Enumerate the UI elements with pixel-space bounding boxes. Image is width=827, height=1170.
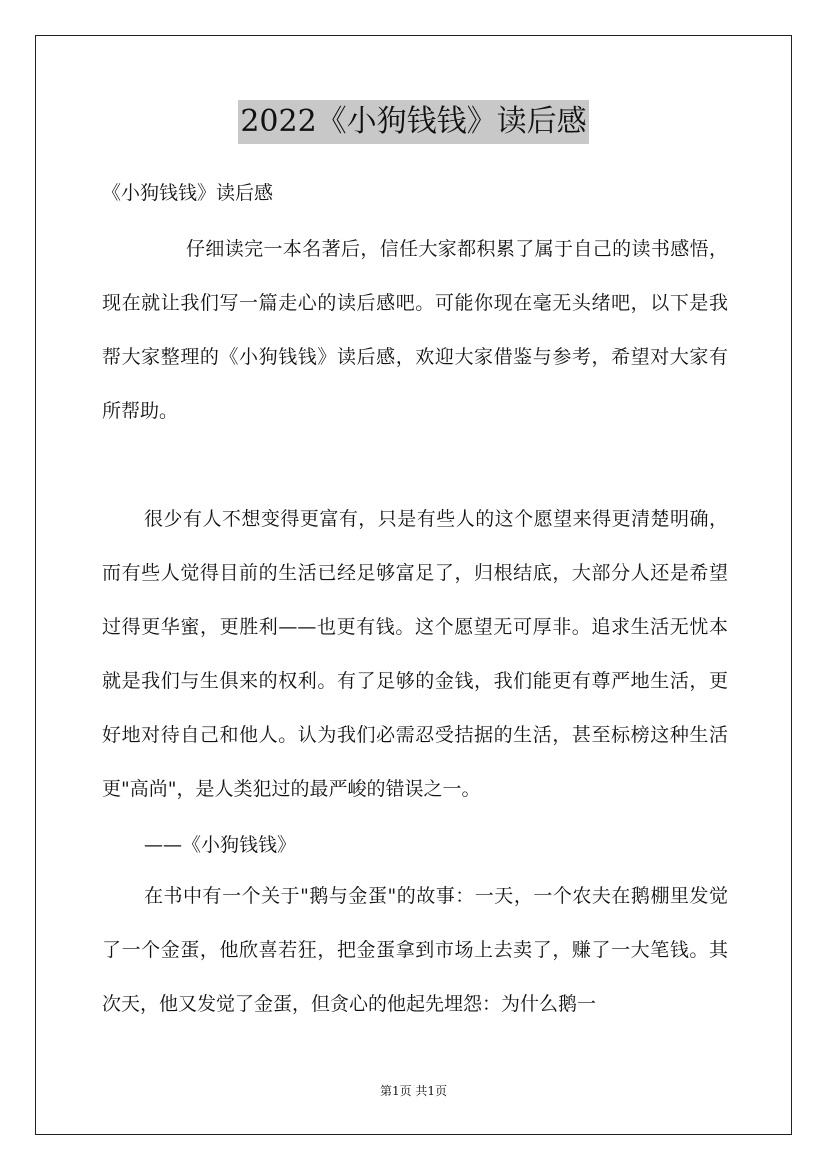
document-title: 2022《小狗钱钱》读后感 [238,100,588,144]
title-container [0,100,827,144]
page-footer: 第1页 共1页 [379,1084,448,1098]
quote-attribution: ——《小狗钱钱》 [144,834,297,856]
paragraph-quote-body: 很少有人不想变得更富有，只是有些人的这个愿望来得更清楚明确，而有些人觉得目前的生活已经足够富足了，归根结底，大部分人还是希望过得更华蜜，更胜利——也更有钱。这个愿望无可厚非。追求生活无忧本就是我们与生俱来的权利。有了足够的金钱，我们能更有尊严地生活，更好地对待自己和他人。认为我们必需忍受拮据的生活，甚至标榜这种生活更"高尚"，是人类犯过的最严峻的错误之一。 [102,508,728,800]
paragraph-story: 在书中有一个关于"鹅与金蛋"的故事：一天，一个农夫在鹅棚里发觉了一个金蛋，他欣喜若狂，把金蛋拿到市场上去卖了，赚了一大笔钱。其次天，他又发觉了金蛋，但贪心的他起先埋怨：为什么鹅一 [102,885,728,1015]
paragraph-intro: 仔细读完一本名著后，信任大家都积累了属于自己的读书感悟，现在就让我们写一篇走心的读后感吧。可能你现在毫无头绪吧，以下是我帮大家整理的《小狗钱钱》读后感，欢迎大家借鉴与参考，希望对大家有所帮助。 [102,238,728,422]
document-subtitle: 《小狗钱钱》读后感 [102,182,274,204]
